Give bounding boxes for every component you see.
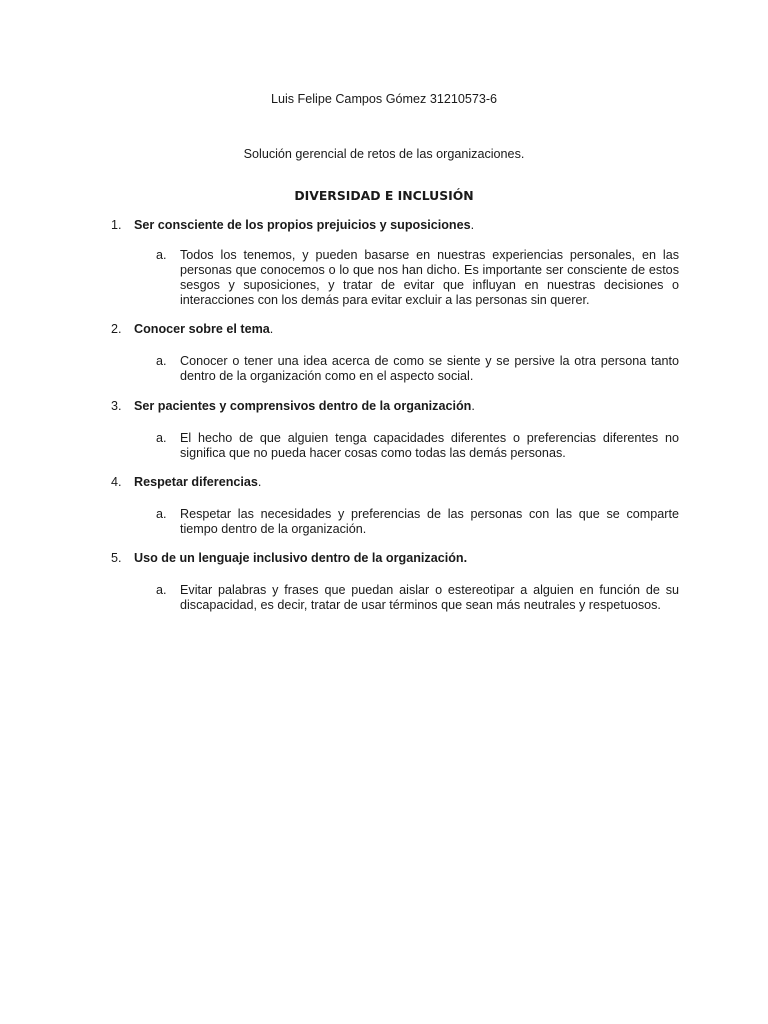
sub-item-2a xyxy=(156,354,679,384)
list-item-3 xyxy=(111,399,691,414)
list-item-suffix: . xyxy=(257,475,262,489)
document-title: DIVERSIDAD E INCLUSIÓN xyxy=(294,188,474,203)
sub-item-text: Evitar palabras y frases que puedan aislar o estereotipar a alguien en función de su discapacidad, es decir, tratar de usar términos que sean más neutrales y respetuosos. xyxy=(180,583,679,612)
list-item-suffix: . xyxy=(269,322,274,336)
sub-item-text: Todos los tenemos, y pueden basarse en nuestras experiencias personales, en las personas que conocemos o lo que nos han dicho. Es importante ser consciente de estos sesgos y suposiciones, y tratar de evitar que influyan en nuestras decisiones o interacciones con los demás para evitar excluir a las personas sin querer. xyxy=(180,248,679,307)
list-item-2 xyxy=(111,322,691,337)
sub-item-text: El hecho de que alguien tenga capacidades diferentes o preferencias diferentes no significa que no pueda hacer cosas como todas las demás personas. xyxy=(180,431,679,460)
list-item-suffix: . xyxy=(471,399,475,413)
sub-item-letter: a. xyxy=(156,507,167,521)
list-item-label: Conocer sobre el tema xyxy=(134,322,270,336)
list-item-number: 2. xyxy=(111,322,122,336)
list-item-label: Uso de un lenguaje inclusivo dentro de la organización. xyxy=(134,551,468,565)
sub-item-4a xyxy=(156,507,679,537)
sub-item-letter: a. xyxy=(156,354,167,368)
sub-item-1a xyxy=(156,248,679,308)
list-item-label: Respetar diferencias xyxy=(134,475,258,489)
author-line: Luis Felipe Campos Gómez 31210573-6 xyxy=(270,92,498,106)
list-item-number: 5. xyxy=(111,551,122,565)
list-item-4 xyxy=(111,475,691,490)
sub-item-letter: a. xyxy=(156,583,167,597)
sub-item-letter: a. xyxy=(156,248,167,262)
list-item-suffix: . xyxy=(470,218,475,232)
sub-item-5a xyxy=(156,583,679,613)
list-item-5 xyxy=(111,551,691,566)
list-item-label: Ser pacientes y comprensivos dentro de la organización xyxy=(134,399,472,413)
list-item-1 xyxy=(111,218,691,233)
list-item-number: 3. xyxy=(111,399,122,413)
course-line: Solución gerencial de retos de las organizaciones. xyxy=(243,147,525,161)
list-item-label: Ser consciente de los propios prejuicios y suposiciones xyxy=(134,218,471,232)
list-item-number: 4. xyxy=(111,475,122,489)
sub-item-3a xyxy=(156,431,679,461)
list-item-number: 1. xyxy=(111,218,122,232)
sub-item-text: Respetar las necesidades y preferencias de las personas con las que se comparte tiempo dentro de la organización. xyxy=(180,507,679,536)
sub-item-text: Conocer o tener una idea acerca de como se siente y se persive la otra persona tanto dentro de la organización como en el aspecto social. xyxy=(180,354,679,383)
sub-item-letter: a. xyxy=(156,431,167,445)
